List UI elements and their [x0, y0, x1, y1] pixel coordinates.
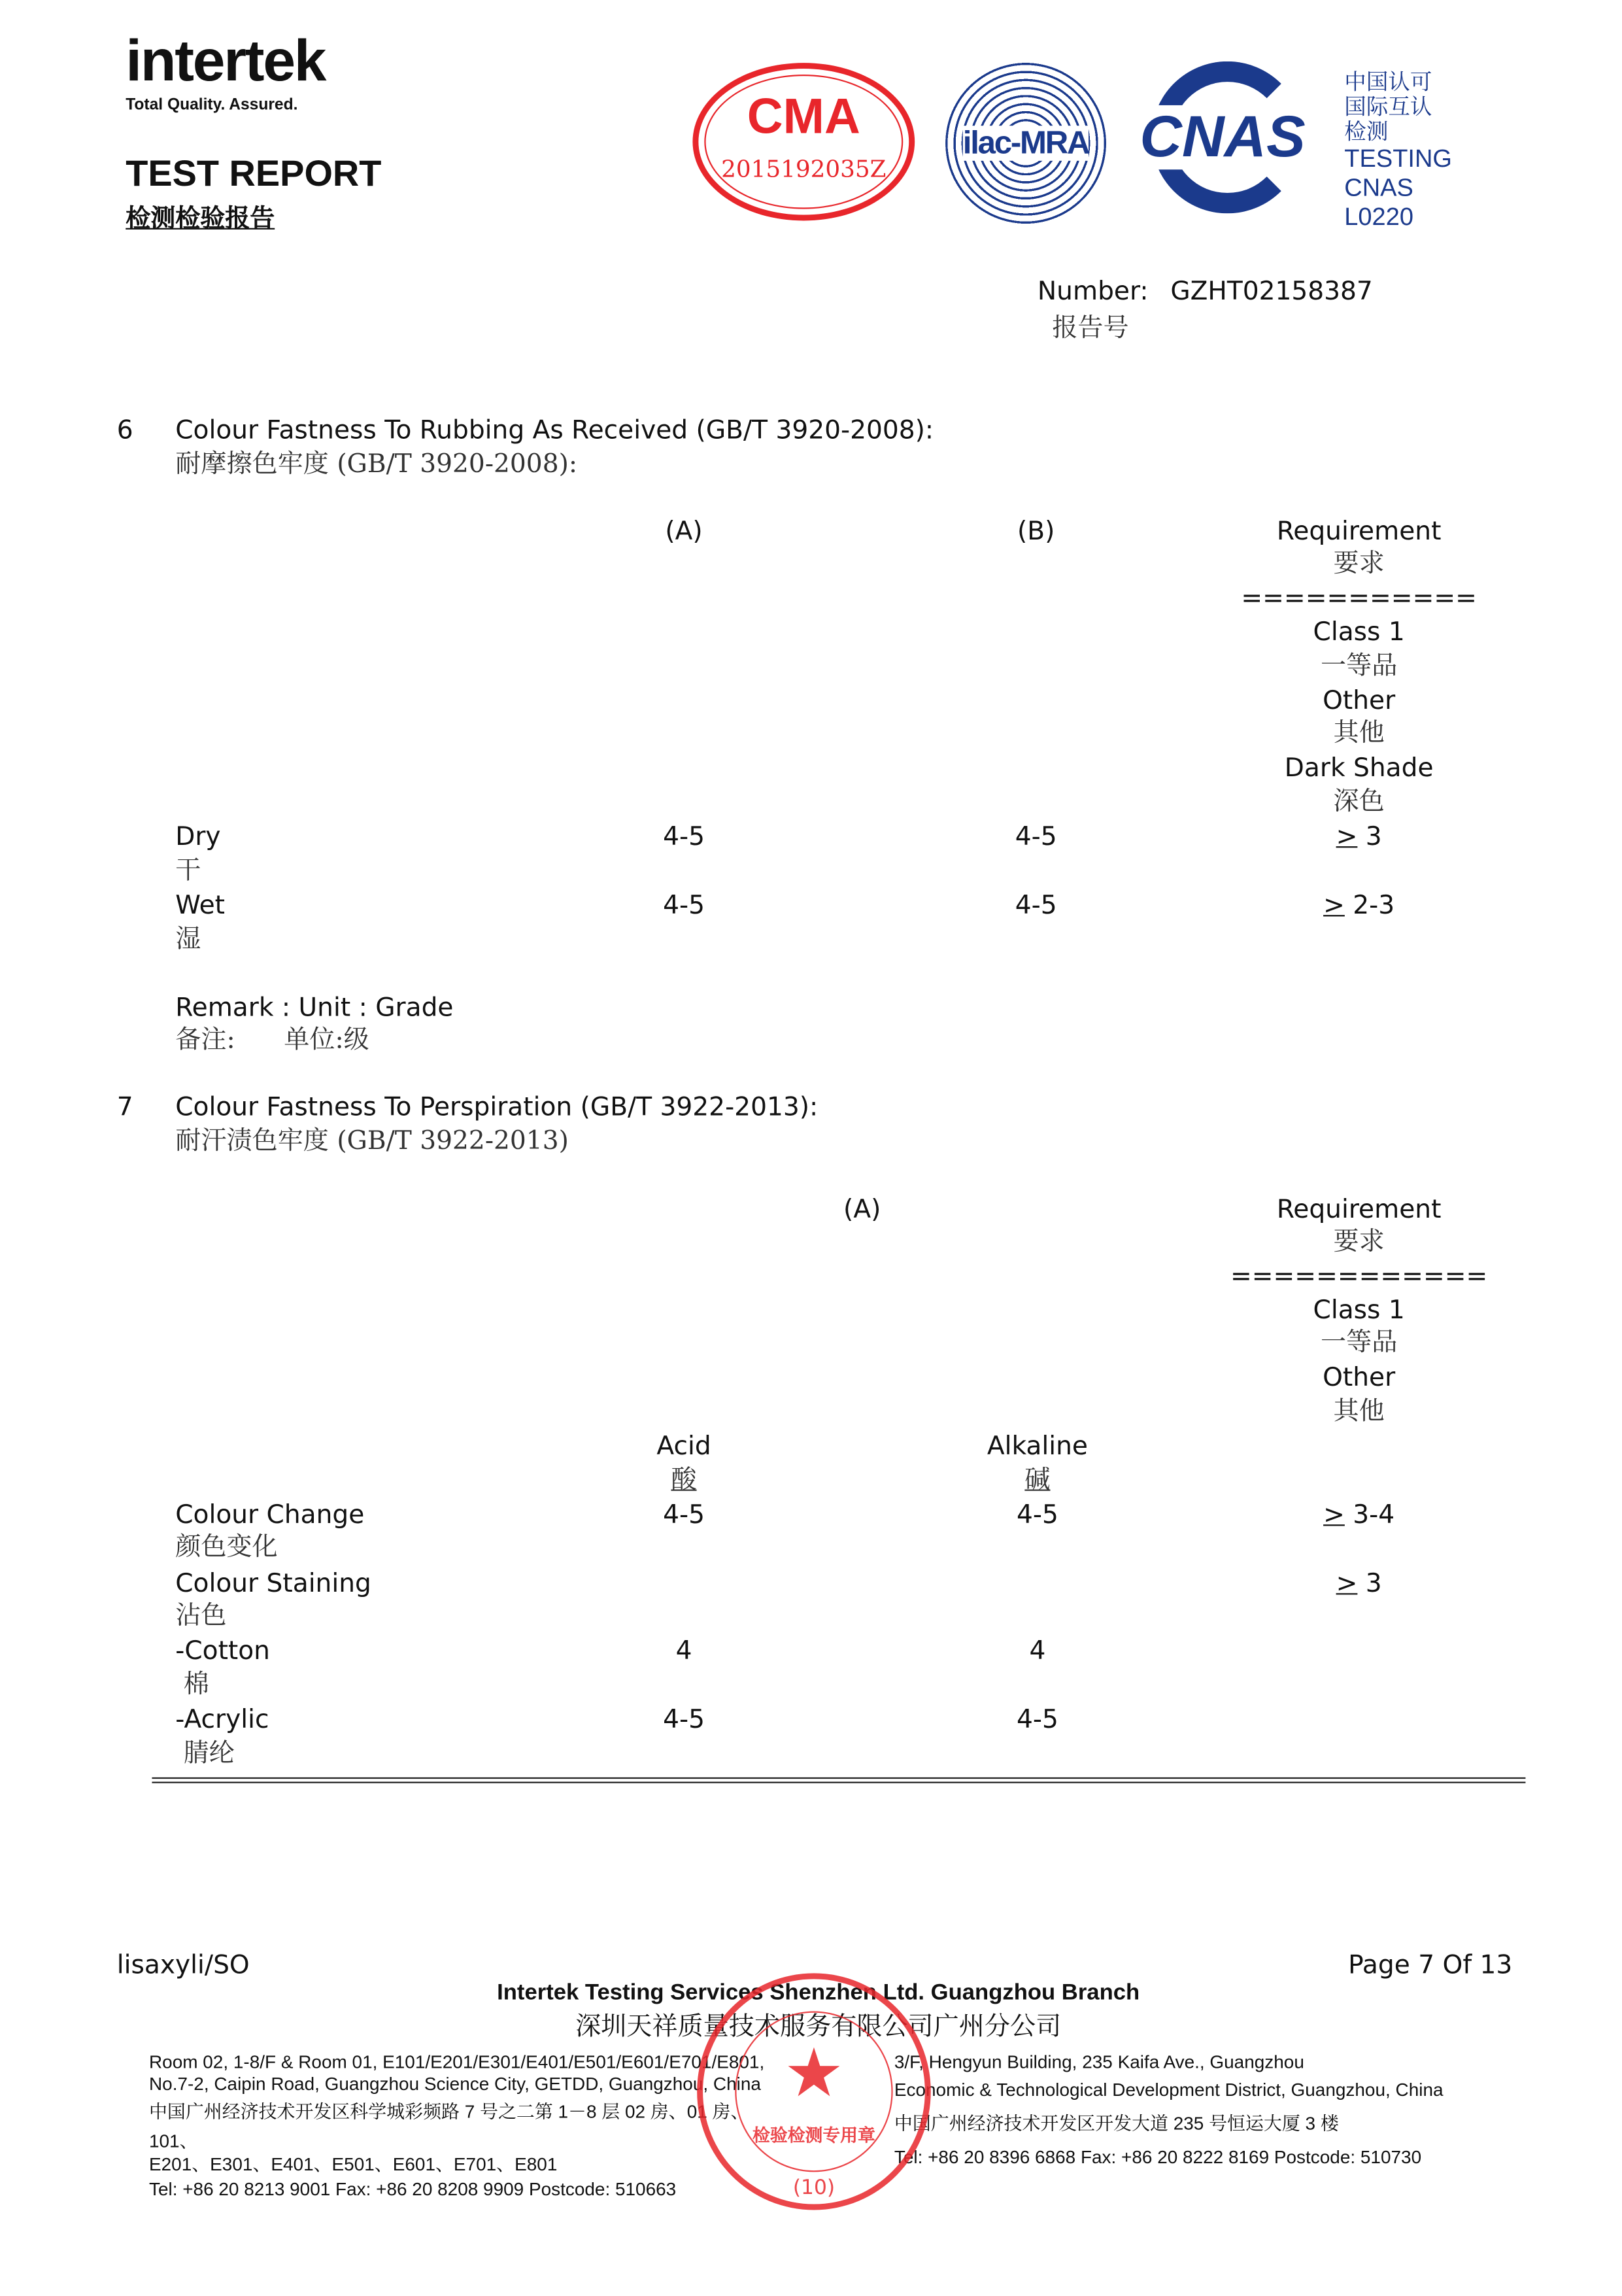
section6-rows-0-req: 3: [1357, 823, 1382, 853]
footer-stamp-number: (10): [792, 2176, 836, 2200]
section7-rows-3-alk: 4-5: [1016, 1705, 1058, 1736]
text: [1336, 821, 1382, 853]
section7-rows-0-req-sym: >: [1323, 1501, 1345, 1531]
section6-rows-1-b: 4-5: [1015, 891, 1057, 921]
section7-rows-2-label-zh: 棉: [175, 1670, 209, 1700]
section7-rows-3-label-zh: 腈纶: [175, 1739, 235, 1769]
section7-rows-2-acid: 4: [675, 1637, 692, 1667]
col-b-header: (B): [1017, 517, 1055, 547]
intertek-logo: intertek: [126, 29, 326, 94]
header-cnas-zh-lines-0: 中国认可: [1344, 69, 1432, 95]
section7-rows-0-req: 3-4: [1344, 1501, 1395, 1531]
report-number-label: Number:: [1037, 277, 1149, 307]
header-cnas-code: CNAS L0220: [1344, 173, 1413, 231]
section6-rows-0-label-zh: 干: [175, 856, 201, 886]
class-label: Class 1: [1313, 618, 1405, 648]
requirement-header: Requirement: [1276, 517, 1442, 547]
cnas-text: [1344, 70, 1461, 232]
cnas-logo: [1140, 61, 1330, 213]
section7-rows-0-label-zh: 颜色变化: [175, 1533, 278, 1563]
acid-header: Acid: [656, 1432, 711, 1462]
section-title: Colour Fastness To Perspiration (GB/T 3922-2013):: [175, 1093, 819, 1123]
section7-rows-0-label: Colour Change: [175, 1501, 365, 1531]
section7-rows-3-label: -Acrylic: [175, 1705, 269, 1736]
report-number: GZHT02158387: [1170, 277, 1373, 307]
section7-rows-3-acid: 4-5: [663, 1705, 705, 1736]
other-label-zh: 其他: [1333, 1397, 1385, 1427]
alkaline-header-zh: 碱: [1024, 1465, 1051, 1496]
page-number: Page 7 Of 13: [1348, 1951, 1513, 1981]
shade-label: Dark Shade: [1284, 754, 1434, 784]
requirement-header: Requirement: [1276, 1195, 1442, 1225]
header-cnas-testing: TESTING: [1344, 145, 1452, 173]
remark: Remark : Unit : Grade: [175, 993, 454, 1023]
header-cnas-logo: CNAS: [1140, 105, 1306, 170]
header-cnas-zh-lines-2: 检测: [1344, 118, 1389, 145]
text: [1323, 1499, 1394, 1532]
separator: ============: [1230, 1263, 1488, 1292]
text: [1323, 890, 1394, 922]
header-ilac: ilac-MRA: [962, 124, 1089, 161]
acid-header-zh: 酸: [671, 1465, 697, 1496]
class-label-zh: 一等品: [1320, 651, 1398, 681]
section-title-zh: 耐汗渍色牢度 (GB/T 3922-2013): [175, 1127, 569, 1156]
class-label: Class 1: [1313, 1296, 1405, 1326]
footer-right-3: Tel: +86 20 8396 6868 Fax: +86 20 8222 8169 Postcode: 510730: [894, 2147, 1422, 2168]
section6-rows-0-a: 4-5: [663, 823, 705, 853]
header-cma-text: CMA: [747, 89, 860, 145]
footer-right-1: Economic & Technological Development District, Guangzhou, China: [894, 2080, 1444, 2100]
company-name-zh: 深圳天祥质量技术服务有限公司广州分公司: [575, 2012, 1062, 2042]
other-label: Other: [1323, 1363, 1396, 1394]
section7-rows-2-alk: 4: [1029, 1637, 1046, 1667]
section6-rows-0-b: 4-5: [1015, 823, 1057, 853]
header-cnas-zh-lines-1: 国际互认: [1344, 94, 1432, 120]
alkaline-header: Alkaline: [987, 1432, 1088, 1462]
report-number-label-zh: 报告号: [1052, 314, 1129, 344]
footer-left-3: 101、: [148, 2131, 198, 2152]
section-number: 6: [116, 417, 133, 446]
class-label-zh: 一等品: [1320, 1328, 1398, 1358]
company-name: Intertek Testing Services Shenzhen Ltd. Guangzhou Branch: [497, 1980, 1140, 2006]
other-label-zh: 其他: [1333, 719, 1385, 749]
section6-rows-1-req-sym: >: [1323, 891, 1345, 921]
section7-rows-1-req: 3: [1357, 1569, 1382, 1600]
cma-seal: [692, 63, 915, 220]
section7-rows-2-label: -Cotton: [175, 1637, 270, 1667]
section6-rows-1-a: 4-5: [663, 891, 705, 921]
section7-rows-1-label: Colour Staining: [175, 1569, 371, 1600]
col-a-header: (A): [843, 1195, 881, 1225]
section7-rows-1-req-sym: >: [1336, 1569, 1358, 1600]
requirement-header-zh: 要求: [1333, 1227, 1385, 1258]
other-label: Other: [1323, 687, 1396, 717]
footer-left-1: No.7-2, Caipin Road, Guangzhou Science City, GETDD, Guangzhou, China: [148, 2074, 761, 2095]
section7-rows-1-label-zh: 沾色: [175, 1602, 227, 1632]
footer-right-0: 3/F, Hengyun Building, 235 Kaifa Ave., Guangzhou: [894, 2052, 1304, 2073]
section-number: 7: [116, 1093, 133, 1123]
section6-rows-1-req: 2-3: [1344, 891, 1395, 921]
separator: ===========: [1241, 585, 1477, 614]
section6-rows-0-req-sym: >: [1336, 823, 1358, 853]
remark-zh: 备注: 单位:级: [175, 1026, 369, 1055]
section7-rows-0-acid: 4-5: [663, 1501, 705, 1531]
section6-rows-1-label: Wet: [175, 891, 225, 921]
author: lisaxyli/SO: [116, 1951, 250, 1981]
section6-rows-1-label-zh: 湿: [175, 925, 201, 955]
section-title-zh: 耐摩擦色牢度 (GB/T 3920-2008):: [175, 450, 578, 480]
col-a-header: (A): [665, 517, 703, 547]
page-title: TEST REPORT: [126, 153, 382, 195]
section-title: Colour Fastness To Rubbing As Received (GB/T 3920-2008):: [175, 417, 934, 446]
text: [1336, 1568, 1382, 1600]
footer-left-5: Tel: +86 20 8213 9001 Fax: +86 20 8208 9909 Postcode: 510663: [148, 2179, 677, 2200]
requirement-header-zh: 要求: [1333, 549, 1385, 579]
ilac-mra-logo: [945, 61, 1106, 225]
footer-stamp-text: 检验检测专用章: [752, 2125, 875, 2146]
footer-right-2: 中国广州经济技术开发区开发大道 235 号恒运大厦 3 楼: [894, 2113, 1339, 2134]
tagline: Total Quality. Assured.: [126, 96, 298, 114]
header-cma-number: 2015192035Z: [721, 154, 887, 183]
footer-left-4: E201、E301、E401、E501、E601、E701、E801: [148, 2154, 558, 2175]
shade-label-zh: 深色: [1333, 787, 1385, 817]
section7-rows-0-alk: 4-5: [1016, 1501, 1058, 1531]
page-title-zh: 检测检验报告: [126, 204, 275, 234]
table-end-double-rule: [152, 1777, 1525, 1783]
footer-left-0: Room 02, 1-8/F & Room 01, E101/E201/E301/E401/E501/E601/E701/E801,: [148, 2052, 765, 2073]
company-stamp: [697, 1973, 931, 2210]
star-icon: ★: [783, 2033, 845, 2112]
footer-left-2: 中国广州经济技术开发区科学城彩频路 7 号之二第 1－8 层 02 房、01 房、: [148, 2102, 749, 2123]
section6-rows-0-label: Dry: [175, 823, 221, 853]
